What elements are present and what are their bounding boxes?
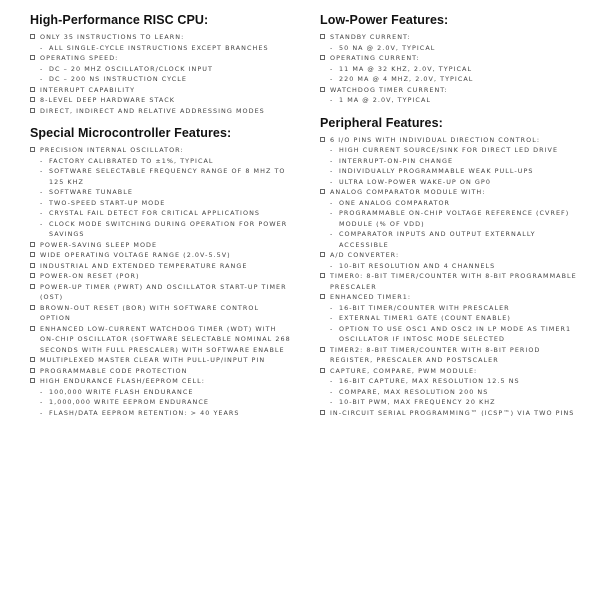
- feature-text: 1,000,000 WRITE EEPROM ENDURANCE: [49, 398, 209, 406]
- feature-text: 16-BIT TIMER/COUNTER WITH PRESCALER: [339, 303, 510, 312]
- feature-item: [320, 345, 580, 366]
- feature-text: CRYSTAL FAIL DETECT FOR CRITICAL APPLICATIONS: [49, 209, 261, 217]
- feature-item: [320, 85, 580, 96]
- feature-item: [30, 303, 292, 324]
- sub-feature-item: [320, 43, 580, 54]
- sub-feature-item: [320, 64, 580, 75]
- feature-text: 50 NA @ 2.0V, TYPICAL: [339, 43, 436, 52]
- dash-bullet-icon: -: [40, 408, 44, 417]
- dash-bullet-icon: -: [40, 188, 44, 196]
- dash-bullet-icon: -: [330, 146, 334, 154]
- feature-text: WIDE OPERATING VOLTAGE RANGE (2.0V-5.5V): [40, 251, 231, 259]
- section-heading-high-performance-risc-cpu: High-Performance RISC CPU:: [30, 13, 209, 27]
- feature-item: [320, 408, 580, 419]
- dash-bullet-icon: -: [40, 64, 44, 73]
- sub-feature-item: [30, 43, 292, 54]
- feature-text: ENHANCED LOW-CURRENT WATCHDOG TIMER (WDT) WITH ON-CHIP OSCILLATOR (SOFTWARE SELECTABLE NOMINAL 268 SECONDS WITH FULL PRESCALER) WITH SOFTWARE ENABLE: [40, 324, 291, 354]
- feature-text: 10-BIT RESOLUTION AND 4 CHANNELS: [339, 261, 496, 270]
- feature-list: [320, 135, 580, 419]
- checkbox-bullet-icon: [30, 108, 35, 113]
- feature-text: PROGRAMMABLE ON-CHIP VOLTAGE REFERENCE (CVREF) MODULE (% OF VDD): [339, 209, 570, 228]
- section-heading-peripheral-features: Peripheral Features:: [320, 115, 443, 130]
- feature-text: HIGH CURRENT SOURCE/SINK FOR DIRECT LED DRIVE: [339, 146, 559, 154]
- checkbox-bullet-icon: [30, 263, 35, 268]
- feature-text: HIGH ENDURANCE FLASH/EEPROM CELL:: [40, 377, 205, 385]
- feature-text: CAPTURE, COMPARE, PWM MODULE:: [330, 366, 478, 375]
- feature-text: OPERATING SPEED:: [40, 54, 119, 62]
- sub-feature-item: [320, 166, 580, 177]
- feature-text: POWER-ON RESET (POR): [40, 272, 140, 280]
- feature-text: TIMER0: 8-BIT TIMER/COUNTER WITH 8-BIT PROGRAMMABLE PRESCALER: [330, 272, 577, 291]
- feature-item: [320, 271, 580, 292]
- feature-item: [30, 240, 292, 251]
- feature-text: ANALOG COMPARATOR MODULE WITH:: [330, 188, 486, 196]
- dash-bullet-icon: -: [40, 75, 44, 83]
- checkbox-bullet-icon: [30, 147, 35, 152]
- sub-feature-item: [30, 208, 292, 219]
- dash-bullet-icon: -: [330, 398, 334, 406]
- feature-text: INDUSTRIAL AND EXTENDED TEMPERATURE RANGE: [40, 261, 248, 270]
- sub-feature-item: [320, 198, 580, 209]
- sub-feature-item: [30, 387, 292, 398]
- checkbox-bullet-icon: [30, 357, 35, 362]
- feature-item: [320, 53, 580, 64]
- dash-bullet-icon: -: [330, 261, 334, 270]
- feature-item: [320, 292, 580, 303]
- dash-bullet-icon: -: [40, 198, 44, 207]
- dash-bullet-icon: -: [40, 398, 44, 406]
- feature-text: STANDBY CURRENT:: [330, 33, 411, 41]
- checkbox-bullet-icon: [320, 87, 325, 92]
- checkbox-bullet-icon: [30, 378, 35, 383]
- checkbox-bullet-icon: [320, 55, 325, 60]
- sub-feature-item: [30, 64, 292, 75]
- feature-item: [30, 106, 292, 117]
- sub-feature-item: [30, 166, 292, 187]
- checkbox-bullet-icon: [320, 34, 325, 39]
- feature-text: SOFTWARE SELECTABLE FREQUENCY RANGE OF 8 MHZ TO 125 KHZ: [49, 167, 286, 186]
- feature-text: ONLY 35 INSTRUCTIONS TO LEARN:: [40, 33, 185, 41]
- checkbox-bullet-icon: [30, 55, 35, 60]
- checkbox-bullet-icon: [320, 410, 325, 415]
- feature-text: DIRECT, INDIRECT AND RELATIVE ADDRESSING MODES: [40, 106, 265, 115]
- checkbox-bullet-icon: [320, 294, 325, 299]
- feature-item: [30, 250, 292, 261]
- feature-text: TIMER2: 8-BIT TIMER/COUNTER WITH 8-BIT PERIOD REGISTER, PRESCALER AND POSTSCALER: [330, 345, 541, 364]
- feature-text: ENHANCED TIMER1:: [330, 293, 412, 301]
- dash-bullet-icon: -: [40, 387, 44, 396]
- sub-feature-item: [320, 261, 580, 272]
- feature-text: 11 ΜA @ 32 KHZ, 2.0V, TYPICAL: [339, 64, 473, 73]
- checkbox-bullet-icon: [30, 242, 35, 247]
- dash-bullet-icon: -: [330, 43, 334, 52]
- feature-text: BROWN-OUT RESET (BOR) WITH SOFTWARE CONTROL OPTION: [40, 303, 260, 322]
- feature-item: [30, 85, 292, 96]
- dash-bullet-icon: -: [330, 303, 334, 312]
- checkbox-bullet-icon: [30, 273, 35, 278]
- sub-feature-item: [320, 229, 580, 250]
- sub-feature-item: [320, 303, 580, 314]
- feature-item: [320, 366, 580, 377]
- checkbox-bullet-icon: [30, 284, 35, 289]
- feature-text: CLOCK MODE SWITCHING DURING OPERATION FOR POWER SAVINGS: [49, 219, 288, 238]
- feature-text: 16-BIT CAPTURE, MAX RESOLUTION 12.5 NS: [339, 377, 520, 385]
- dash-bullet-icon: -: [330, 198, 334, 207]
- feature-text: DC – 200 NS INSTRUCTION CYCLE: [49, 75, 187, 83]
- checkbox-bullet-icon: [320, 273, 325, 278]
- sub-feature-item: [320, 324, 580, 345]
- sub-feature-item: [320, 208, 580, 229]
- checkbox-bullet-icon: [30, 87, 35, 92]
- section-heading-special-microcontroller-features: Special Microcontroller Features:: [30, 126, 232, 140]
- feature-text: 220 ΜA @ 4 MHZ, 2.0V, TYPICAL: [339, 75, 474, 83]
- feature-text: MULTIPLEXED MASTER CLEAR WITH PULL-UP/INPUT PIN: [40, 356, 266, 364]
- sub-feature-item: [320, 177, 580, 188]
- right-column: [320, 0, 580, 418]
- dash-bullet-icon: -: [330, 64, 334, 73]
- sub-feature-item: [320, 74, 580, 85]
- sub-feature-item: [320, 313, 580, 324]
- feature-item: [30, 282, 292, 303]
- feature-text: SOFTWARE TUNABLE: [49, 188, 133, 196]
- feature-text: INTERRUPT CAPABILITY: [40, 85, 136, 94]
- dash-bullet-icon: -: [330, 75, 334, 83]
- dash-bullet-icon: -: [330, 156, 334, 165]
- dash-bullet-icon: -: [330, 209, 334, 217]
- feature-item: [320, 187, 580, 198]
- feature-text: ULTRA LOW-POWER WAKE-UP ON GP0: [339, 177, 491, 186]
- feature-text: DC – 20 MHZ OSCILLATOR/CLOCK INPUT: [49, 64, 213, 73]
- feature-list: [30, 32, 292, 116]
- feature-text: A/D CONVERTER:: [330, 251, 400, 259]
- feature-item: [30, 95, 292, 106]
- feature-text: INTERRUPT-ON-PIN CHANGE: [339, 156, 454, 165]
- checkbox-bullet-icon: [30, 326, 35, 331]
- checkbox-bullet-icon: [320, 189, 325, 194]
- dash-bullet-icon: -: [40, 167, 44, 175]
- dash-bullet-icon: -: [40, 43, 44, 52]
- sub-feature-item: [30, 187, 292, 198]
- feature-text: IN-CIRCUIT SERIAL PROGRAMMING™ (ICSP™) VIA TWO PINS: [330, 408, 575, 417]
- sub-feature-item: [30, 198, 292, 209]
- sub-feature-item: [320, 156, 580, 167]
- checkbox-bullet-icon: [30, 305, 35, 310]
- dash-bullet-icon: -: [330, 177, 334, 186]
- feature-item: [30, 366, 292, 377]
- dash-bullet-icon: -: [330, 377, 334, 385]
- feature-item: [320, 32, 580, 43]
- feature-item: [30, 32, 292, 43]
- sub-feature-item: [320, 376, 580, 387]
- sub-feature-item: [320, 145, 580, 156]
- left-column: [30, 0, 292, 418]
- feature-text: EXTERNAL TIMER1 GATE (COUNT ENABLE): [339, 314, 511, 322]
- feature-text: ONE ANALOG COMPARATOR: [339, 198, 451, 207]
- feature-text: 10-BIT PWM, MAX FREQUENCY 20 KHZ: [339, 398, 496, 406]
- checkbox-bullet-icon: [320, 252, 325, 257]
- checkbox-bullet-icon: [320, 347, 325, 352]
- dash-bullet-icon: -: [330, 387, 334, 396]
- feature-text: WATCHDOG TIMER CURRENT:: [330, 85, 448, 94]
- sub-feature-item: [320, 397, 580, 408]
- feature-item: [30, 53, 292, 64]
- feature-text: FLASH/DATA EEPROM RETENTION: > 40 YEARS: [49, 408, 240, 417]
- feature-text: PROGRAMMABLE CODE PROTECTION: [40, 366, 188, 375]
- feature-item: [30, 376, 292, 387]
- sub-feature-item: [30, 408, 292, 419]
- dash-bullet-icon: -: [40, 219, 44, 228]
- feature-item: [320, 250, 580, 261]
- sub-feature-item: [320, 387, 580, 398]
- checkbox-bullet-icon: [30, 97, 35, 102]
- dash-bullet-icon: -: [330, 230, 334, 238]
- feature-item: [30, 324, 292, 356]
- feature-text: 1 ΜA @ 2.0V, TYPICAL: [339, 96, 431, 104]
- feature-text: 6 I/O PINS WITH INDIVIDUAL DIRECTION CONTROL:: [330, 135, 541, 144]
- checkbox-bullet-icon: [320, 137, 325, 142]
- section-heading-low-power-features: Low-Power Features:: [320, 13, 449, 27]
- feature-text: COMPARATOR INPUTS AND OUTPUT EXTERNALLY ACCESSIBLE: [339, 230, 536, 249]
- feature-item: [320, 135, 580, 146]
- feature-text: INDIVIDUALLY PROGRAMMABLE WEAK PULL-UPS: [339, 167, 534, 175]
- dash-bullet-icon: -: [330, 167, 334, 175]
- sub-feature-item: [320, 95, 580, 106]
- checkbox-bullet-icon: [30, 252, 35, 257]
- checkbox-bullet-icon: [320, 368, 325, 373]
- feature-text: PRECISION INTERNAL OSCILLATOR:: [40, 146, 184, 154]
- feature-text: 100,000 WRITE FLASH ENDURANCE: [49, 387, 194, 396]
- sub-feature-item: [30, 74, 292, 85]
- dash-bullet-icon: -: [330, 96, 334, 104]
- dash-bullet-icon: -: [330, 324, 334, 333]
- feature-item: [30, 261, 292, 272]
- feature-text: ALL SINGLE-CYCLE INSTRUCTIONS EXCEPT BRANCHES: [49, 43, 269, 52]
- sub-feature-item: [30, 156, 292, 167]
- feature-item: [30, 271, 292, 282]
- feature-text: TWO-SPEED START-UP MODE: [49, 198, 166, 207]
- feature-list: [30, 145, 292, 418]
- feature-text: POWER-UP TIMER (PWRT) AND OSCILLATOR START-UP TIMER (OST): [40, 282, 287, 301]
- feature-item: [30, 355, 292, 366]
- feature-text: OPTION TO USE OSC1 AND OSC2 IN LP MODE AS TIMER1 OSCILLATOR IF INTOSC MODE SELECTED: [339, 324, 572, 343]
- feature-text: POWER-SAVING SLEEP MODE: [40, 240, 158, 249]
- feature-list: [320, 32, 580, 106]
- checkbox-bullet-icon: [30, 34, 35, 39]
- feature-text: OPERATING CURRENT:: [330, 54, 420, 62]
- feature-text: COMPARE, MAX RESOLUTION 200 NS: [339, 387, 489, 396]
- dash-bullet-icon: -: [40, 209, 44, 217]
- sub-feature-item: [30, 397, 292, 408]
- checkbox-bullet-icon: [30, 368, 35, 373]
- dash-bullet-icon: -: [330, 314, 334, 322]
- feature-text: 8-LEVEL DEEP HARDWARE STACK: [40, 96, 175, 104]
- sub-feature-item: [30, 219, 292, 240]
- feature-text: FACTORY CALIBRATED TO ±1%, TYPICAL: [49, 156, 214, 165]
- dash-bullet-icon: -: [40, 156, 44, 165]
- feature-item: [30, 145, 292, 156]
